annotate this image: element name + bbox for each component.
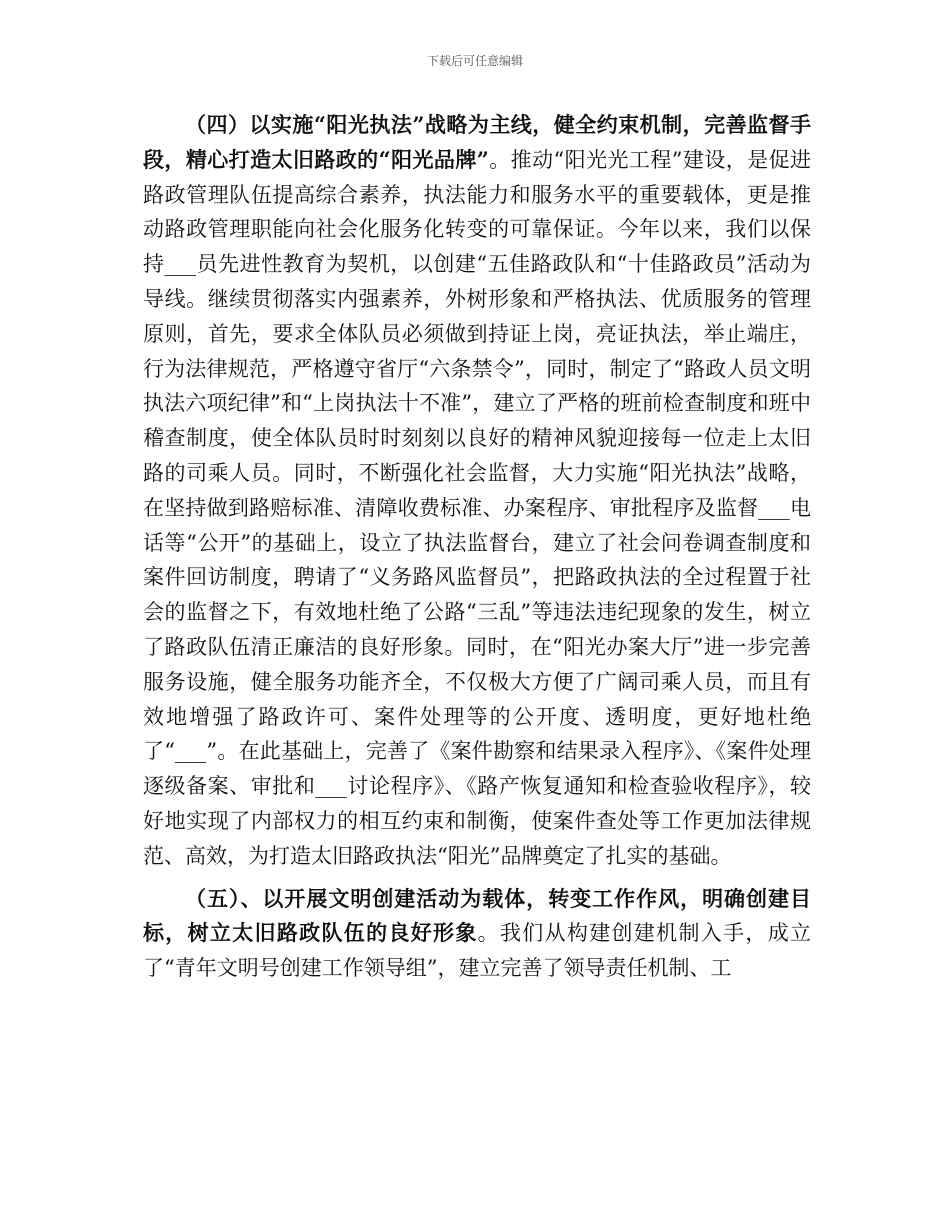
page-header: 下载后可任意编辑 [426,54,523,68]
paragraph-4-text: 。推动“阳光光工程”建设，是促进路政管理队伍提高综合素养，执法能力和服务水平的重要载体，更是推动路政管理职能向社会化服务化转变的可靠保证。今年以来，我们以保持___员先进性教育为契机，以创建“五佳路政队和“十佳路政员”活动为导线。继续贯彻落实内强素养，外树形象和严格执法、优质服务的管理原则，首先，要求全体队员必须做到持证上岗，亮证执法，举止端庄，行为法律规范，严格遵守省厅“六条禁令”，同时，制定了“路政人员文明执法六项纪律”和“上岗执法十不准”，建立了严格的班前检查制度和班中稽查制度，使全体队员时时刻刻以良好的精神风貌迎接每一位走上太旧路的司乘人员。同时，不断强化社会监督，大力实施“阳光执法”战略，在坚持做到路赔标准、清障收费标准、办案程序、审批程序及监督___电话等“公开”的基础上，设立了执法监督台，建立了社会问卷调查制度和案件回访制度，聘请了“义务路风监督员”，把路政执法的全过程置于社会的监督之下，有效地杜绝了公路“三乱”等违法违纪现象的发生，树立了路政队伍清正廉洁的良好形象。同时，在“阳光办案大厅”进一步完善服务设施，健全服务功能齐全，不仅极大方便了广阔司乘人员，而且有效地增强了路政许可、案件处理等的公开度、透明度，更好地杜绝了“___”。在此基础上，完善了《案件勘察和结果录入程序》、《案件处理逐级备案、审批和___讨论程序》、《路产恢复通知和检查验收程序》，较好地实现了内部权力的相互约束和制衡，使案件查处等工作更加法律规范、高效，为打造太旧路政执法“阳光”品牌奠定了扎实的基础。 [143,147,811,868]
paragraph-5-heading: （五）、以开展文明创建活动为载体，转变工作作风，明确创建目标，树立太旧路政队伍的良好形象 [143,885,811,946]
paragraph-4 [143,108,811,874]
paragraph-5-text: 。我们从构建创建机制入手，成立了“青年文明号创建工作领导组”，建立完善了领导责任机制、工 [143,921,811,981]
paragraph-4-heading: （四）以实施“阳光执法”战略为主线，健全约束机制，完善监督手段，精心打造太旧路政的“阳光品牌” [143,112,811,172]
paragraph-5 [143,882,811,986]
document-body [143,108,811,986]
